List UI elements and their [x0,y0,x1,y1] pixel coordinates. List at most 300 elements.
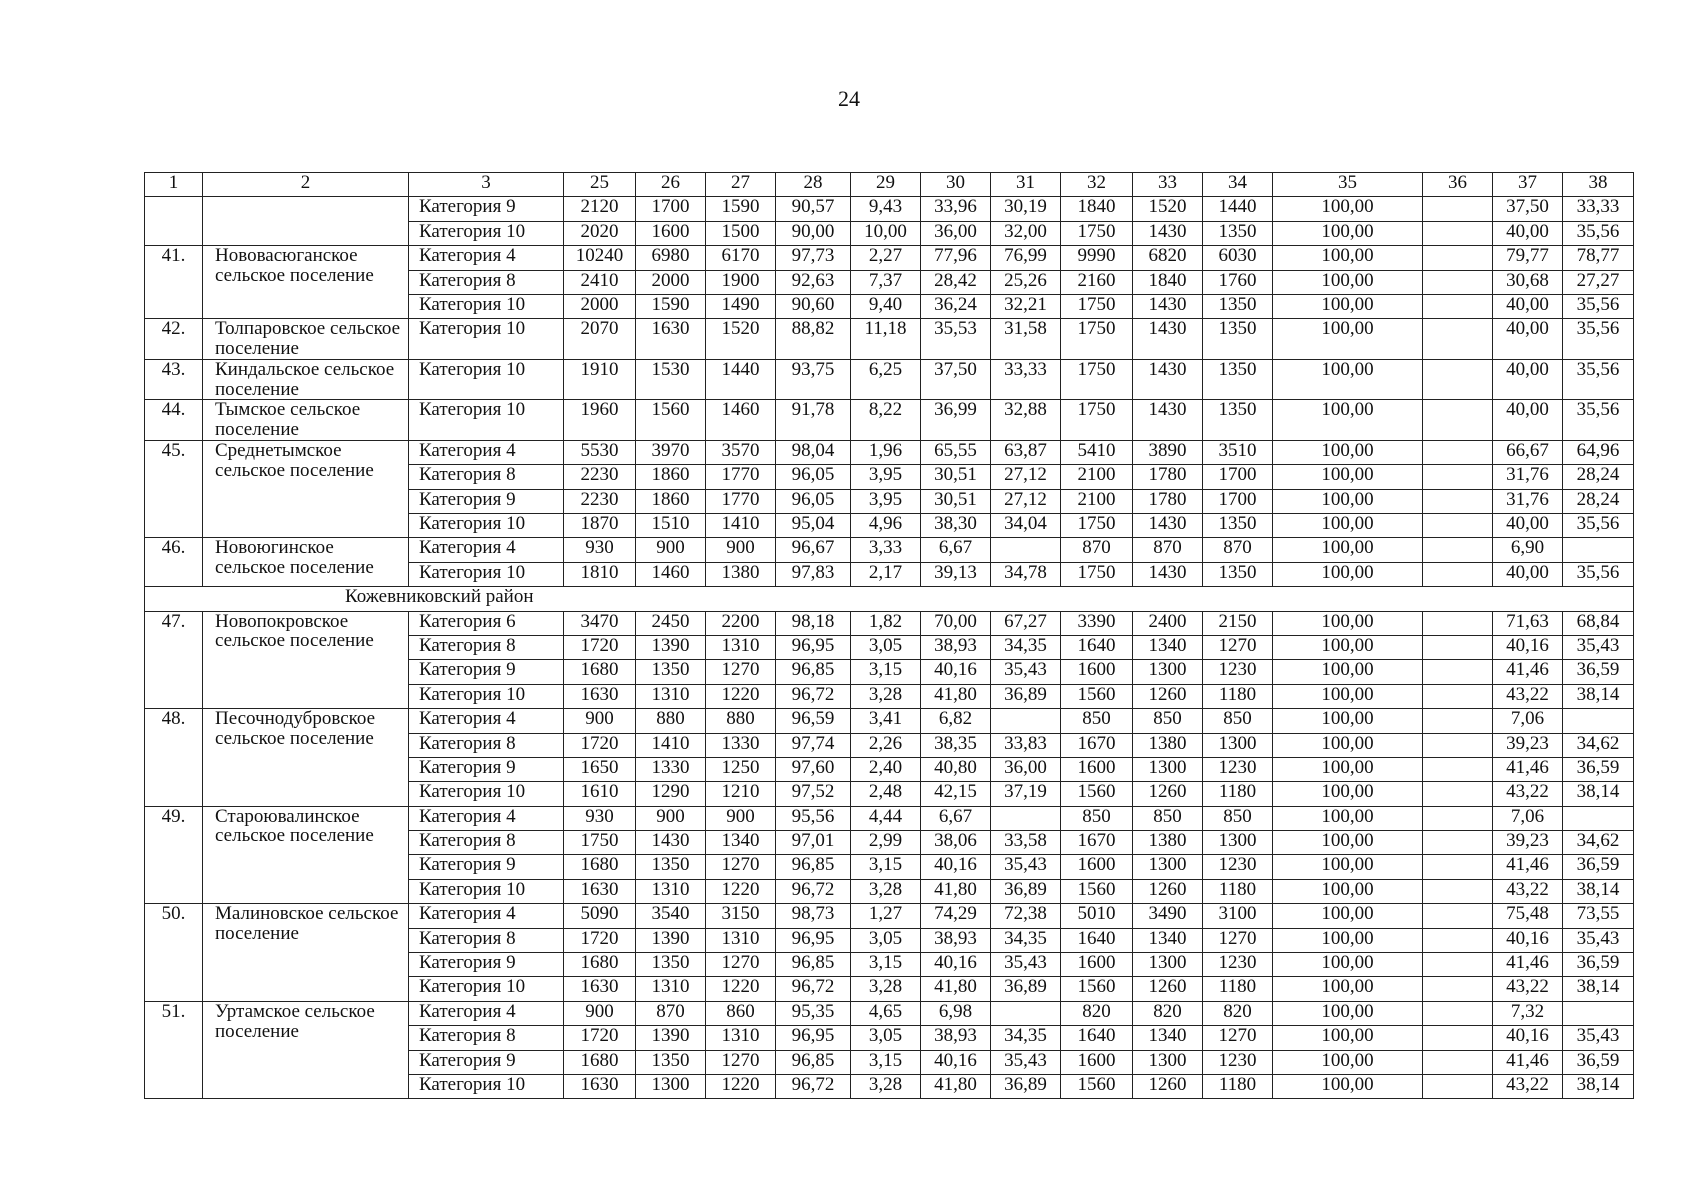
value-cell: 68,84 [1563,611,1634,635]
value-cell: 2100 [1061,489,1133,513]
value-cell: 100,00 [1273,879,1423,903]
value-cell [1423,831,1493,855]
value-cell: 36,59 [1563,757,1634,781]
value-cell: 1220 [706,1075,776,1099]
column-header: 28 [776,173,851,197]
value-cell: 1430 [1133,359,1203,400]
value-cell: 1510 [636,514,706,538]
value-cell: 1560 [1061,782,1133,806]
value-cell: 100,00 [1273,359,1423,400]
value-cell: 820 [1133,1001,1203,1025]
value-cell: 72,38 [991,904,1061,928]
value-cell: 1230 [1203,660,1273,684]
value-cell: 32,21 [991,294,1061,318]
value-cell: 100,00 [1273,733,1423,757]
category-cell: Категория 8 [409,465,564,489]
value-cell: 100,00 [1273,660,1423,684]
value-cell: 40,80 [921,757,991,781]
value-cell: 100,00 [1273,294,1423,318]
value-cell: 3490 [1133,904,1203,928]
value-cell: 100,00 [1273,904,1423,928]
value-cell: 1440 [1203,197,1273,221]
value-cell: 1260 [1133,977,1203,1001]
value-cell [1423,904,1493,928]
value-cell: 36,99 [921,400,991,441]
row-number: 43. [145,359,203,400]
value-cell: 1270 [706,1050,776,1074]
row-number: 44. [145,400,203,441]
value-cell: 6,67 [921,538,991,562]
value-cell: 65,55 [921,440,991,464]
value-cell: 1230 [1203,855,1273,879]
value-cell: 30,68 [1493,270,1563,294]
value-cell: 1350 [1203,221,1273,245]
value-cell: 35,56 [1563,221,1634,245]
value-cell: 1220 [706,684,776,708]
value-cell: 27,12 [991,489,1061,513]
value-cell: 1230 [1203,953,1273,977]
value-cell: 96,95 [776,1026,851,1050]
value-cell [1423,197,1493,221]
value-cell [1423,806,1493,830]
value-cell: 1350 [636,1050,706,1074]
category-cell: Категория 8 [409,831,564,855]
value-cell: 1640 [1061,635,1133,659]
value-cell: 1250 [706,757,776,781]
value-cell: 7,32 [1493,1001,1563,1025]
table-row [145,319,1634,360]
column-header: 26 [636,173,706,197]
value-cell: 1220 [706,879,776,903]
value-cell: 34,78 [991,562,1061,586]
value-cell: 9990 [1061,246,1133,270]
settlement-name: Нововасюганское сельское поселение [203,246,409,319]
value-cell: 98,04 [776,440,851,464]
value-cell: 100,00 [1273,246,1423,270]
value-cell: 3,28 [851,977,921,1001]
value-cell: 1180 [1203,782,1273,806]
value-cell: 1310 [706,928,776,952]
value-cell: 100,00 [1273,489,1423,513]
value-cell: 38,14 [1563,977,1634,1001]
value-cell: 38,93 [921,635,991,659]
value-cell: 1430 [1133,562,1203,586]
value-cell: 35,53 [921,319,991,360]
value-cell: 1230 [1203,757,1273,781]
category-cell: Категория 9 [409,660,564,684]
value-cell: 3,33 [851,538,921,562]
value-cell: 1300 [1203,733,1273,757]
value-cell: 36,00 [991,757,1061,781]
value-cell: 1410 [706,514,776,538]
value-cell: 1770 [706,465,776,489]
table-row [145,538,1634,562]
value-cell: 100,00 [1273,635,1423,659]
value-cell: 1300 [1133,953,1203,977]
value-cell: 1460 [636,562,706,586]
value-cell: 1300 [1203,831,1273,855]
value-cell: 3,05 [851,1026,921,1050]
value-cell: 40,16 [921,660,991,684]
value-cell: 2230 [564,465,636,489]
value-cell: 1290 [636,782,706,806]
value-cell: 35,56 [1563,294,1634,318]
value-cell: 7,06 [1493,709,1563,733]
table-row [145,611,1634,635]
settlement-name: Тымское сельское поселение [203,400,409,441]
value-cell: 28,42 [921,270,991,294]
value-cell: 1680 [564,1050,636,1074]
row-number: 46. [145,538,203,587]
value-cell: 40,00 [1493,359,1563,400]
row-number: 45. [145,440,203,538]
value-cell: 96,85 [776,660,851,684]
value-cell: 35,56 [1563,319,1634,360]
value-cell: 880 [636,709,706,733]
value-cell: 6,90 [1493,538,1563,562]
value-cell: 1180 [1203,1075,1273,1099]
value-cell: 100,00 [1273,562,1423,586]
table-row [145,806,1634,830]
value-cell: 2020 [564,221,636,245]
value-cell: 1780 [1133,489,1203,513]
value-cell: 1810 [564,562,636,586]
value-cell: 35,43 [1563,1026,1634,1050]
value-cell: 38,93 [921,928,991,952]
value-cell: 36,59 [1563,660,1634,684]
table-body [145,173,1634,1099]
value-cell: 34,35 [991,1026,1061,1050]
value-cell: 850 [1061,806,1133,830]
value-cell: 1750 [1061,514,1133,538]
value-cell: 100,00 [1273,831,1423,855]
value-cell: 1310 [706,1026,776,1050]
value-cell: 41,46 [1493,757,1563,781]
value-cell: 35,56 [1563,562,1634,586]
value-cell [1563,709,1634,733]
value-cell: 90,00 [776,221,851,245]
value-cell: 2,48 [851,782,921,806]
value-cell: 6170 [706,246,776,270]
data-table [144,172,1634,1099]
value-cell: 1340 [1133,1026,1203,1050]
value-cell: 1960 [564,400,636,441]
settlement-name: Малиновское сельское поселение [203,904,409,1002]
value-cell: 3540 [636,904,706,928]
value-cell: 1640 [1061,1026,1133,1050]
value-cell: 900 [706,538,776,562]
value-cell: 8,22 [851,400,921,441]
settlement-name: Новоюгинское сельское поселение [203,538,409,587]
value-cell: 1350 [1203,319,1273,360]
value-cell: 39,23 [1493,831,1563,855]
value-cell: 36,59 [1563,855,1634,879]
category-cell: Категория 4 [409,538,564,562]
value-cell: 39,23 [1493,733,1563,757]
value-cell [1423,400,1493,441]
value-cell: 66,67 [1493,440,1563,464]
value-cell: 5410 [1061,440,1133,464]
value-cell: 74,29 [921,904,991,928]
value-cell: 1350 [1203,400,1273,441]
value-cell: 2,27 [851,246,921,270]
value-cell: 1220 [706,977,776,1001]
value-cell: 3,15 [851,953,921,977]
value-cell: 6820 [1133,246,1203,270]
value-cell: 3470 [564,611,636,635]
value-cell: 2400 [1133,611,1203,635]
category-cell: Категория 10 [409,319,564,360]
value-cell: 30,51 [921,465,991,489]
row-number: 42. [145,319,203,360]
value-cell: 7,06 [1493,806,1563,830]
value-cell: 33,96 [921,197,991,221]
value-cell: 3,28 [851,684,921,708]
value-cell: 1630 [564,1075,636,1099]
value-cell: 1430 [1133,294,1203,318]
value-cell: 92,63 [776,270,851,294]
value-cell: 6,98 [921,1001,991,1025]
value-cell: 1520 [706,319,776,360]
value-cell [1423,562,1493,586]
value-cell: 3890 [1133,440,1203,464]
value-cell: 1,82 [851,611,921,635]
category-cell: Категория 10 [409,562,564,586]
value-cell: 1770 [706,489,776,513]
header-row [145,173,1634,197]
value-cell: 1490 [706,294,776,318]
value-cell: 1670 [1061,733,1133,757]
value-cell: 3510 [1203,440,1273,464]
value-cell: 900 [564,709,636,733]
value-cell: 79,77 [1493,246,1563,270]
value-cell: 100,00 [1273,709,1423,733]
value-cell: 1680 [564,660,636,684]
value-cell: 41,46 [1493,660,1563,684]
value-cell: 850 [1061,709,1133,733]
value-cell: 43,22 [1493,782,1563,806]
value-cell: 34,04 [991,514,1061,538]
value-cell: 1600 [1061,757,1133,781]
value-cell: 5530 [564,440,636,464]
value-cell [1423,635,1493,659]
value-cell: 1350 [1203,562,1273,586]
value-cell: 30,19 [991,197,1061,221]
value-cell: 820 [1203,1001,1273,1025]
value-cell: 70,00 [921,611,991,635]
value-cell: 100,00 [1273,1075,1423,1099]
value-cell: 100,00 [1273,611,1423,635]
value-cell [1423,709,1493,733]
value-cell: 9,43 [851,197,921,221]
value-cell: 1350 [636,953,706,977]
value-cell: 98,73 [776,904,851,928]
value-cell: 100,00 [1273,440,1423,464]
value-cell: 1650 [564,757,636,781]
value-cell [991,1001,1061,1025]
value-cell: 40,16 [1493,635,1563,659]
value-cell: 43,22 [1493,684,1563,708]
value-cell: 96,95 [776,928,851,952]
value-cell: 1860 [636,489,706,513]
table-row [145,904,1634,928]
value-cell: 95,35 [776,1001,851,1025]
value-cell: 100,00 [1273,953,1423,977]
value-cell: 1750 [1061,400,1133,441]
value-cell [1423,465,1493,489]
value-cell [1423,246,1493,270]
value-cell: 3,95 [851,489,921,513]
value-cell: 870 [636,1001,706,1025]
column-header: 34 [1203,173,1273,197]
value-cell: 1310 [636,977,706,1001]
value-cell: 4,44 [851,806,921,830]
value-cell: 1310 [636,879,706,903]
value-cell: 2120 [564,197,636,221]
value-cell [1423,514,1493,538]
category-cell: Категория 10 [409,400,564,441]
value-cell: 1270 [1203,1026,1273,1050]
value-cell: 36,89 [991,977,1061,1001]
value-cell [1423,928,1493,952]
value-cell: 96,85 [776,855,851,879]
value-cell [1423,1050,1493,1074]
value-cell: 1900 [706,270,776,294]
value-cell: 1,96 [851,440,921,464]
value-cell: 860 [706,1001,776,1025]
column-header: 35 [1273,173,1423,197]
category-cell: Категория 9 [409,855,564,879]
value-cell: 3390 [1061,611,1133,635]
settlement-name: Новопокровское сельское поселение [203,611,409,709]
value-cell: 37,50 [1493,197,1563,221]
value-cell: 1780 [1133,465,1203,489]
value-cell: 97,73 [776,246,851,270]
value-cell: 31,58 [991,319,1061,360]
value-cell: 1330 [706,733,776,757]
value-cell: 100,00 [1273,514,1423,538]
value-cell: 2,40 [851,757,921,781]
value-cell: 100,00 [1273,538,1423,562]
value-cell: 1340 [1133,635,1203,659]
value-cell: 36,24 [921,294,991,318]
value-cell: 1430 [1133,221,1203,245]
settlement-name: Среднетымское сельское поселение [203,440,409,538]
value-cell: 100,00 [1273,197,1423,221]
value-cell: 30,51 [921,489,991,513]
value-cell: 41,80 [921,977,991,1001]
value-cell [1423,294,1493,318]
column-header: 37 [1493,173,1563,197]
value-cell: 820 [1061,1001,1133,1025]
value-cell: 1260 [1133,684,1203,708]
value-cell: 2410 [564,270,636,294]
value-cell [1423,1001,1493,1025]
value-cell: 1270 [1203,635,1273,659]
value-cell: 1860 [636,465,706,489]
value-cell: 1380 [706,562,776,586]
value-cell: 2160 [1061,270,1133,294]
table-row [145,1001,1634,1025]
value-cell: 3,15 [851,660,921,684]
value-cell: 2,17 [851,562,921,586]
value-cell [1423,221,1493,245]
value-cell: 4,96 [851,514,921,538]
category-cell: Категория 4 [409,246,564,270]
value-cell: 3,15 [851,855,921,879]
value-cell: 1260 [1133,1075,1203,1099]
value-cell [1423,440,1493,464]
value-cell: 96,05 [776,465,851,489]
value-cell: 1600 [636,221,706,245]
value-cell: 2200 [706,611,776,635]
row-number: 48. [145,709,203,807]
category-cell: Категория 10 [409,1075,564,1099]
category-cell: Категория 9 [409,197,564,221]
category-cell: Категория 9 [409,489,564,513]
value-cell: 91,78 [776,400,851,441]
value-cell: 34,62 [1563,733,1634,757]
category-cell: Категория 10 [409,359,564,400]
category-cell: Категория 8 [409,733,564,757]
settlement-name [203,197,409,246]
value-cell: 100,00 [1273,977,1423,1001]
row-number [145,197,203,246]
category-cell: Категория 8 [409,635,564,659]
value-cell: 36,89 [991,1075,1061,1099]
value-cell: 1560 [1061,977,1133,1001]
value-cell: 7,37 [851,270,921,294]
value-cell: 64,96 [1563,440,1634,464]
value-cell: 38,14 [1563,879,1634,903]
value-cell: 870 [1203,538,1273,562]
table-row [145,359,1634,400]
value-cell: 900 [564,1001,636,1025]
value-cell: 43,22 [1493,977,1563,1001]
value-cell: 1350 [636,855,706,879]
value-cell: 35,43 [991,953,1061,977]
value-cell: 1840 [1133,270,1203,294]
value-cell: 1210 [706,782,776,806]
category-cell: Категория 10 [409,514,564,538]
value-cell: 97,01 [776,831,851,855]
value-cell: 33,33 [1563,197,1634,221]
value-cell: 1390 [636,635,706,659]
value-cell: 36,89 [991,684,1061,708]
value-cell: 1750 [1061,359,1133,400]
value-cell: 95,56 [776,806,851,830]
value-cell: 42,15 [921,782,991,806]
value-cell: 1270 [1203,928,1273,952]
value-cell: 96,72 [776,879,851,903]
value-cell: 1720 [564,733,636,757]
column-header: 38 [1563,173,1634,197]
value-cell: 27,27 [1563,270,1634,294]
value-cell: 38,14 [1563,1075,1634,1099]
value-cell: 40,16 [1493,928,1563,952]
value-cell: 2100 [1061,465,1133,489]
value-cell: 1670 [1061,831,1133,855]
district-row [145,587,1634,611]
value-cell: 1300 [1133,660,1203,684]
value-cell: 3,05 [851,928,921,952]
value-cell: 93,75 [776,359,851,400]
value-cell: 35,43 [991,855,1061,879]
value-cell: 38,30 [921,514,991,538]
column-header: 36 [1423,173,1493,197]
value-cell: 1760 [1203,270,1273,294]
value-cell: 90,57 [776,197,851,221]
